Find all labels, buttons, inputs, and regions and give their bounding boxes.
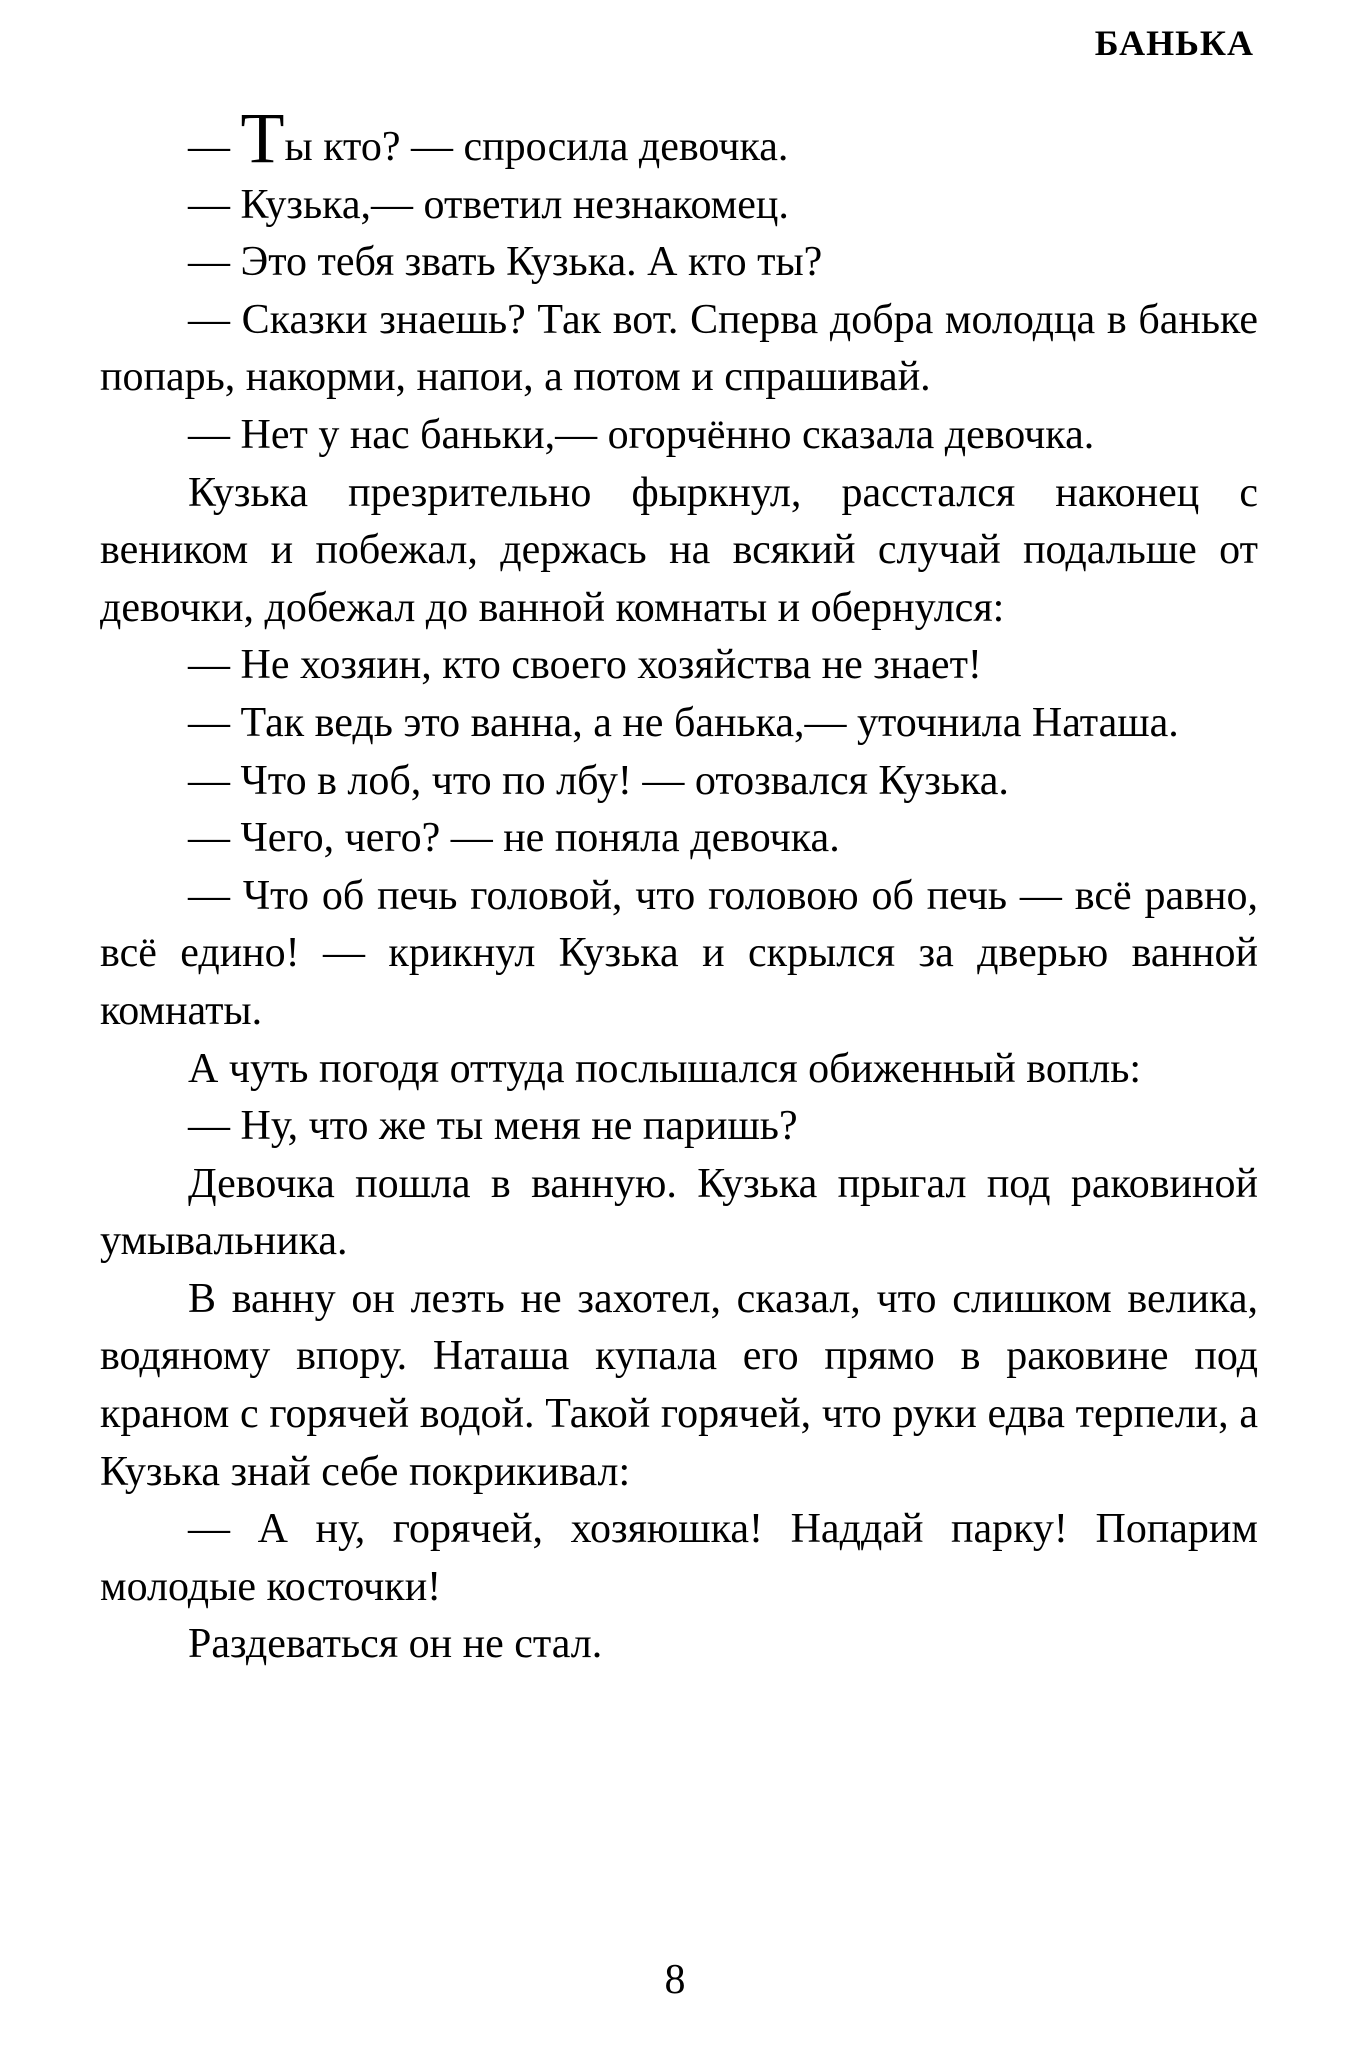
paragraph: — Чего, чего? — не поняла девочка.	[188, 815, 840, 862]
paragraph: — Сказки знаешь? Так вот. Сперва добра молодца в баньке попарь, накорми, напои, а потом и спрашивай.	[100, 296, 1258, 401]
paragraph: — Так ведь это ванна, а не банька,— уточнила Наташа.	[188, 699, 1179, 746]
paragraph: — А ну, горячей, хозяюшка! Наддай парку! Попарим молодые косточки!	[100, 1506, 1258, 1610]
paragraph: — Не хозяин, кто своего хозяйства не знает!	[188, 642, 982, 689]
paragraph: Раздеваться он не стал.	[188, 1621, 603, 1668]
paragraph: — Ну, что же ты меня не паришь?	[188, 1103, 798, 1150]
paragraph: — Что в лоб, что по лбу! — отозвался Кузька.	[188, 757, 1009, 804]
paragraph: Кузька презрительно фыркнул, расстался наконец с веником и побежал, держась на всякий случай подальше от девочки, добежал до ванной комнаты и обернулся:	[100, 469, 1258, 631]
page-number: 8	[664, 1957, 686, 2003]
paragraph: В ванну он лезть не захотел, сказал, что слишком велика, водяному впору. Наташа купала его прямо в раковине под краном с горячей водой. Такой горячей, что руки едва терпели, а Кузька знай себе покрикивал:	[100, 1275, 1258, 1495]
paragraph: — Кузька,— ответил незнакомец.	[188, 181, 789, 228]
paragraph: А чуть погодя оттуда послышался обиженный вопль:	[188, 1045, 1142, 1092]
drop-cap: Т	[240, 98, 285, 178]
paragraph: — Это тебя звать Кузька. А кто ты?	[188, 239, 823, 286]
paragraph-1	[100, 98, 1258, 178]
paragraph-1-text: ы кто? — спросила девочка.	[284, 124, 789, 170]
body-text	[100, 98, 1258, 1674]
paragraph: — Что об печь головой, что головою об печь — всё равно, всё едино! — крикнул Кузька и скрылся за дверью ванной комнаты.	[100, 872, 1258, 1034]
running-head: БАНЬКА	[1094, 23, 1254, 63]
paragraph: — Нет у нас баньки,— огорчённо сказала девочка.	[188, 411, 1095, 458]
opening-dash: —	[188, 124, 230, 170]
paragraph: Девочка пошла в ванную. Кузька прыгал под раковиной умывальника.	[100, 1160, 1258, 1265]
